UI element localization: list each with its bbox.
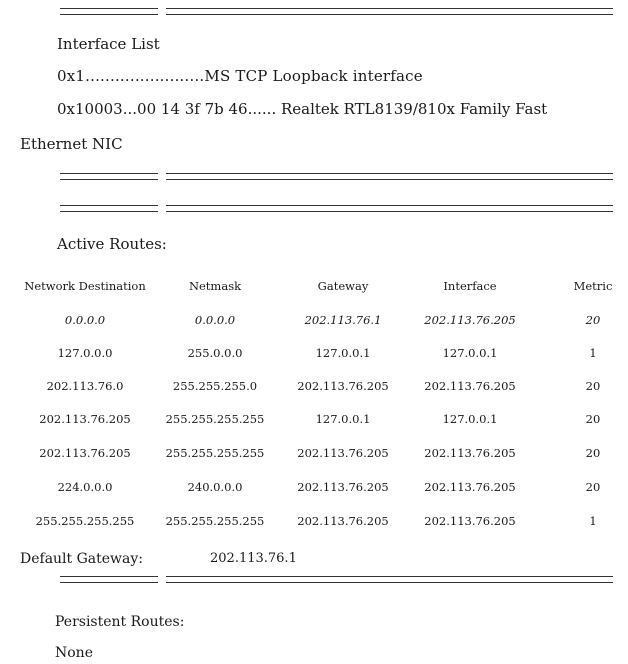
route-cell: 127.0.0.1 xyxy=(315,346,371,360)
separator-after-interface-list xyxy=(60,173,613,180)
interface-row-realtek: 0x10003...00 14 3f 7b 46...... Realtek RTL8139/810x Family Fast xyxy=(57,100,548,118)
route-cell: 127.0.0.1 xyxy=(442,346,498,360)
column-header: Gateway xyxy=(317,279,369,293)
route-cell: 240.0.0.0 xyxy=(187,480,243,494)
route-cell: 20 xyxy=(585,379,601,393)
active-routes-heading: Active Routes: xyxy=(57,235,167,253)
route-cell: 1 xyxy=(589,514,597,528)
column-header: Netmask xyxy=(188,279,242,293)
route-cell: 202.113.76.205 xyxy=(297,514,389,528)
route-cell: 202.113.76.1 xyxy=(304,313,382,327)
persistent-routes-value: None xyxy=(55,645,93,661)
route-cell: 20 xyxy=(585,446,601,460)
default-gateway-value: 202.113.76.1 xyxy=(210,551,297,566)
separator-after-routes xyxy=(60,576,613,583)
route-cell: 20 xyxy=(585,412,601,426)
route-cell: 202.113.76.205 xyxy=(424,514,516,528)
default-gateway-label: Default Gateway: xyxy=(20,551,144,567)
route-cell: 202.113.76.0 xyxy=(46,379,124,393)
route-cell: 0.0.0.0 xyxy=(194,313,236,327)
route-cell: 202.113.76.205 xyxy=(297,480,389,494)
route-cell: 224.0.0.0 xyxy=(57,480,113,494)
route-cell: 20 xyxy=(585,313,601,327)
interface-list-heading: Interface List xyxy=(57,35,160,53)
route-cell: 255.255.255.255 xyxy=(35,514,135,528)
route-cell: 255.0.0.0 xyxy=(187,346,243,360)
interface-row-loopback: 0x1........................MS TCP Loopback interface xyxy=(57,67,423,85)
route-cell: 202.113.76.205 xyxy=(297,446,389,460)
separator-before-routes xyxy=(60,205,613,212)
route-cell: 255.255.255.255 xyxy=(165,514,265,528)
route-cell: 202.113.76.205 xyxy=(39,446,131,460)
column-header: Interface xyxy=(443,279,497,293)
route-cell: 202.113.76.205 xyxy=(424,480,516,494)
route-cell: 255.255.255.255 xyxy=(165,412,265,426)
route-cell: 202.113.76.205 xyxy=(39,412,131,426)
route-cell: 1 xyxy=(589,346,597,360)
route-cell: 127.0.0.0 xyxy=(57,346,113,360)
route-cell: 127.0.0.1 xyxy=(442,412,498,426)
interface-row-realtek-continued: Ethernet NIC xyxy=(20,135,123,153)
column-header: Network Destination xyxy=(24,279,146,293)
route-cell: 255.255.255.255 xyxy=(165,446,265,460)
route-cell: 20 xyxy=(585,480,601,494)
persistent-routes-heading: Persistent Routes: xyxy=(55,614,185,630)
route-cell: 202.113.76.205 xyxy=(297,379,389,393)
route-cell: 255.255.255.0 xyxy=(172,379,258,393)
route-cell: 202.113.76.205 xyxy=(424,379,516,393)
column-header: Metric xyxy=(573,279,613,293)
route-cell: 0.0.0.0 xyxy=(64,313,106,327)
separator-top xyxy=(60,8,613,15)
route-cell: 202.113.76.205 xyxy=(424,313,516,327)
route-cell: 202.113.76.205 xyxy=(424,446,516,460)
route-cell: 127.0.0.1 xyxy=(315,412,371,426)
